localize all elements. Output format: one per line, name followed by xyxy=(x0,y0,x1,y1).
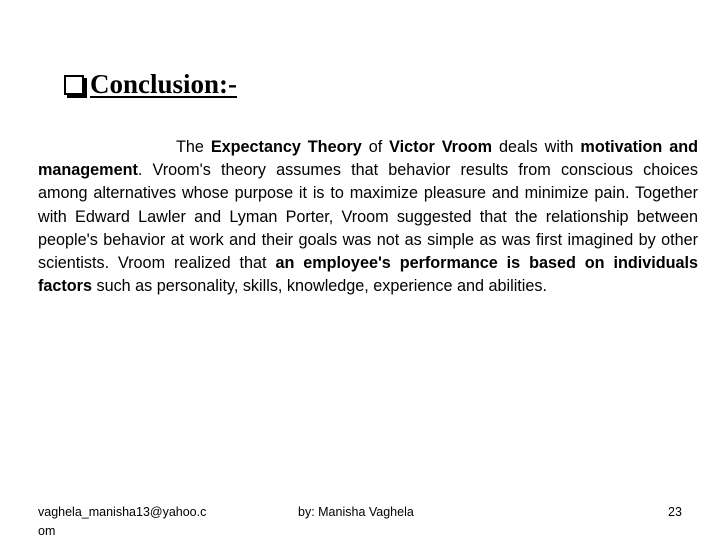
heading-text: Conclusion:- xyxy=(90,68,238,99)
bold-term-expectancy-theory: Expectancy Theory xyxy=(210,138,362,156)
slide-heading xyxy=(64,64,237,104)
text-segment: The xyxy=(176,138,211,156)
bold-term-victor-vroom: Victor Vroom xyxy=(389,138,493,156)
text-segment: . Vroom's theory assumes that behavior results from conscious choices among alternatives whose purpose it is to maximize pleasure and minimize pain. Together with Edward Lawler and Lyman Porter, Vroom suggested that the relationship between people's behavior at work and their goals was not as simple as was first imagined by other scientists. Vroom realized that xyxy=(38,161,698,273)
text-segment: deals with xyxy=(492,138,581,156)
bold-term-employee-performance: an employee's performance is based on individuals factors xyxy=(38,254,698,296)
text-segment: such as personality, skills, knowledge, experience and abilities. xyxy=(91,277,547,296)
checkbox-bullet-icon xyxy=(64,75,84,95)
bold-term-motivation-management: motivation and management xyxy=(38,138,698,180)
conclusion-paragraph xyxy=(38,136,698,298)
text-segment: of xyxy=(361,138,390,156)
footer-author: by: Manisha Vaghela xyxy=(298,505,414,519)
footer-email: vaghela_manisha13@yahoo.com xyxy=(38,505,207,538)
footer-page-number: 23 xyxy=(668,505,682,519)
